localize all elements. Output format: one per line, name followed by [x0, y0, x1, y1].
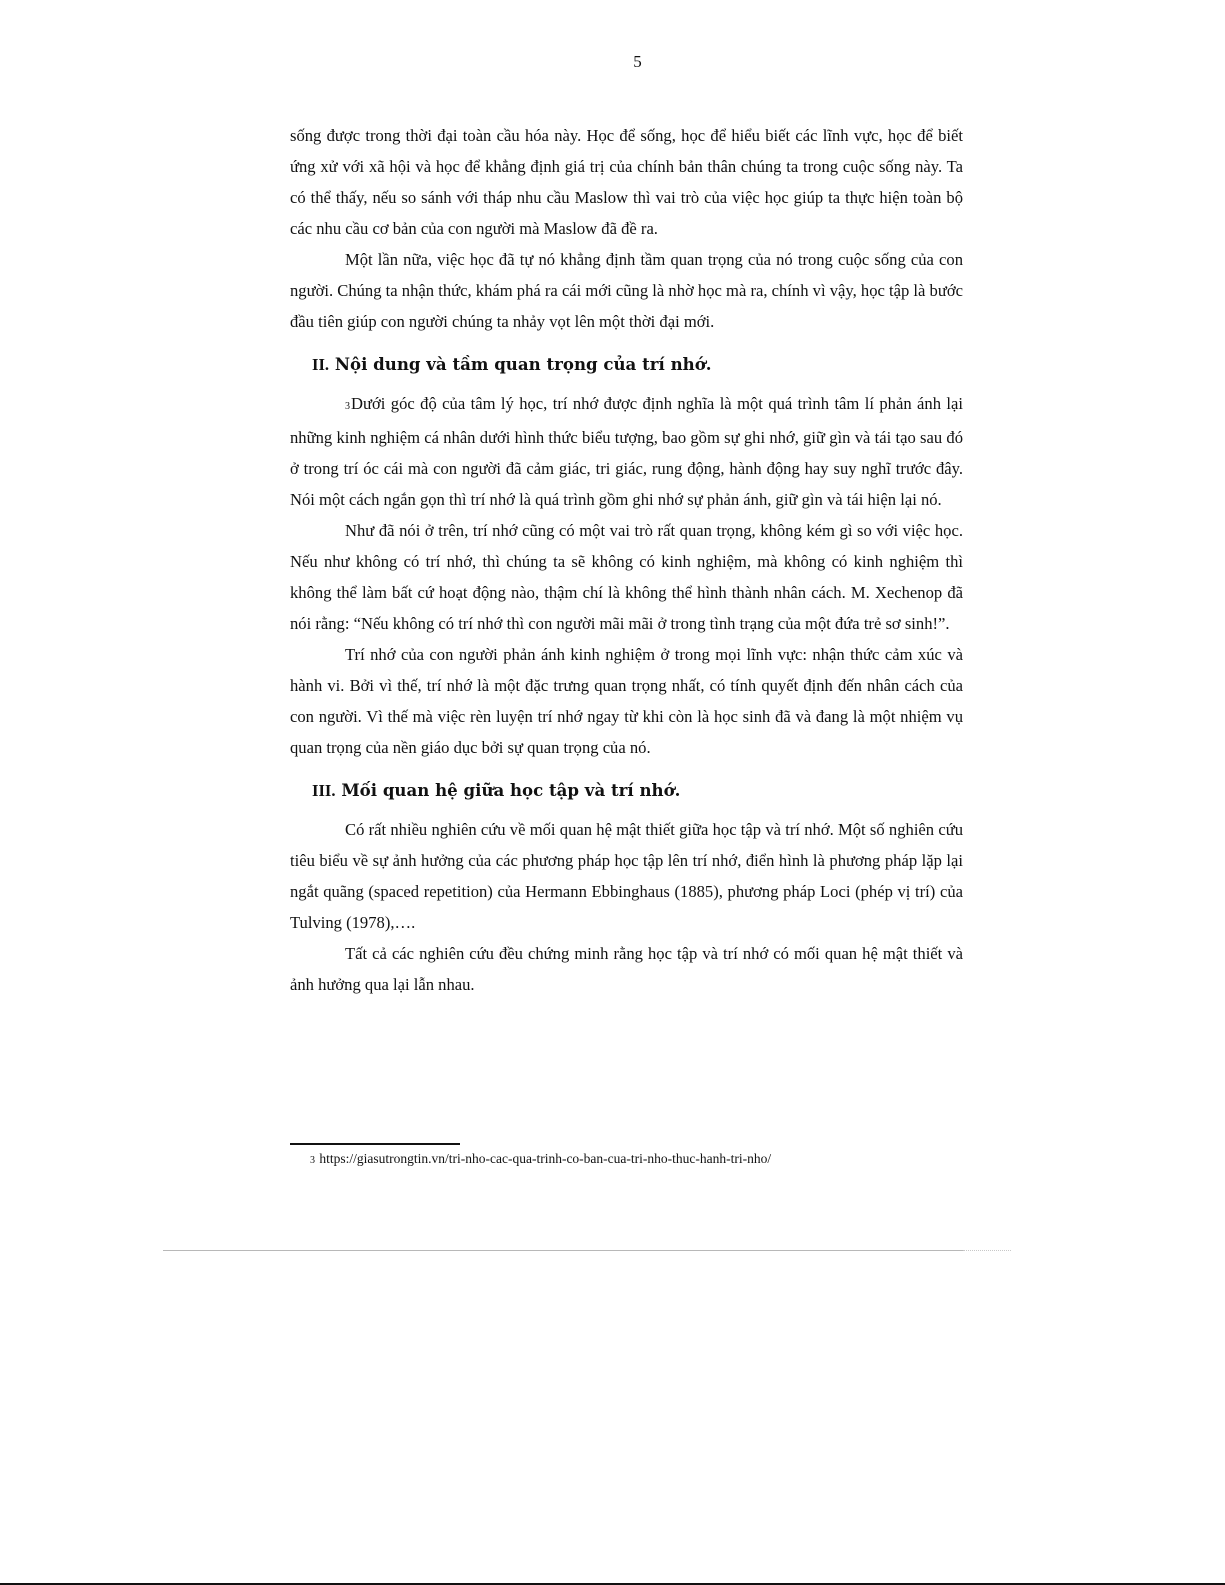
section-heading-memory	[290, 349, 963, 380]
section-title: Nội dung và tầm quan trọng của trí nhớ.	[334, 354, 712, 374]
footnote-separator	[290, 1143, 460, 1145]
paragraph-continuation: sống được trong thời đại toàn cầu hóa này. Học để sống, học để hiểu biết các lĩnh vực, học để biết ứng xử với xã hội và học để khẳng định giá trị của chính bản thân chúng ta trong cuộc sống này. Ta có thể thấy, nếu so sánh với tháp nhu cầu Maslow thì vai trò của việc học giúp ta thực hiện toàn bộ các nhu cầu cơ bản của con người mà Maslow đã đề ra.	[290, 126, 963, 238]
footnote	[310, 1150, 771, 1170]
section-number: II.	[312, 355, 330, 374]
footnote-link[interactable]: https://giasutrongtin.vn/tri-nho-cac-qua-trinh-co-ban-cua-tri-nho-thuc-hanh-tri-nho/	[319, 1151, 772, 1166]
paragraph-learning-importance: Một lần nữa, việc học đã tự nó khẳng định tầm quan trọng của nó trong cuộc sống của con người. Chúng ta nhận thức, khám phá ra cái mới cũng là nhờ học mà ra, chính vì vậy, học tập là bước đầu tiên giúp con người chúng ta nhảy vọt lên một thời đại mới.	[290, 250, 963, 331]
page-divider-tail	[963, 1250, 1011, 1251]
paragraph-conclusion: Tất cả các nghiên cứu đều chứng minh rằng học tập và trí nhớ có mối quan hệ mật thiết và ảnh hưởng qua lại lẫn nhau.	[290, 944, 963, 994]
paragraph-memory-experience: Trí nhớ của con người phản ánh kinh nghiệm ở trong mọi lĩnh vực: nhận thức cảm xúc và hành vi. Bởi vì thế, trí nhớ là một đặc trưng quan trọng nhất, có tính quyết định đến nhân cách của con người. Vì thế mà việc rèn luyện trí nhớ ngay từ khi còn là học sinh đã và đang là một nhiệm vụ quan trọng của nền giáo dục bởi sự quan trọng của nó.	[290, 645, 963, 757]
paragraph-memory-role: Như đã nói ở trên, trí nhớ cũng có một vai trò rất quan trọng, không kém gì so với việc học. Nếu như không có trí nhớ, thì chúng ta sẽ không có kinh nghiệm, mà không có kinh nghiệm thì không thể làm bất cứ hoạt động nào, thậm chí là không thể hình thành nhân cách. M. Xechenop đã nói rằng: “Nếu không có trí nhớ thì con người mãi mãi ở trong tình trạng của một đứa trẻ sơ sinh!”.	[290, 521, 963, 633]
page-number: 5	[633, 52, 642, 71]
section-title: Mối quan hệ giữa học tập và trí nhớ.	[341, 780, 681, 800]
page-divider	[163, 1250, 963, 1251]
section-heading-relationship	[290, 775, 963, 806]
footnote-mark: 3	[310, 1155, 315, 1166]
footnote-reference[interactable]: 3	[345, 401, 350, 412]
paragraph-research: Có rất nhiều nghiên cứu về mối quan hệ mật thiết giữa học tập và trí nhớ. Một số nghiên cứu tiêu biểu về sự ảnh hưởng của các phương pháp học tập lên trí nhớ, điển hình là phương pháp lặp lại ngắt quãng (spaced repetition) của Hermann Ebbinghaus (1885), phương pháp Loci (phép vị trí) của Tulving (1978),….	[290, 820, 963, 932]
paragraph-memory-definition	[290, 388, 963, 515]
section-number: III.	[312, 781, 336, 800]
document-body	[290, 120, 963, 1000]
paragraph-text: Dưới góc độ của tâm lý học, trí nhớ được định nghĩa là một quá trình tâm lí phản ánh lại những kinh nghiệm cá nhân dưới hình thức biểu tượng, bao gồm sự ghi nhớ, giữ gìn và tái tạo sau đó ở trong trí óc cái mà con người đã cảm giác, tri giác, rung động, hành động hay suy nghĩ trước đây. Nói một cách ngắn gọn thì trí nhớ là quá trình gồm ghi nhớ sự phản ánh, giữ gìn và tái hiện lại nó.	[290, 394, 963, 509]
